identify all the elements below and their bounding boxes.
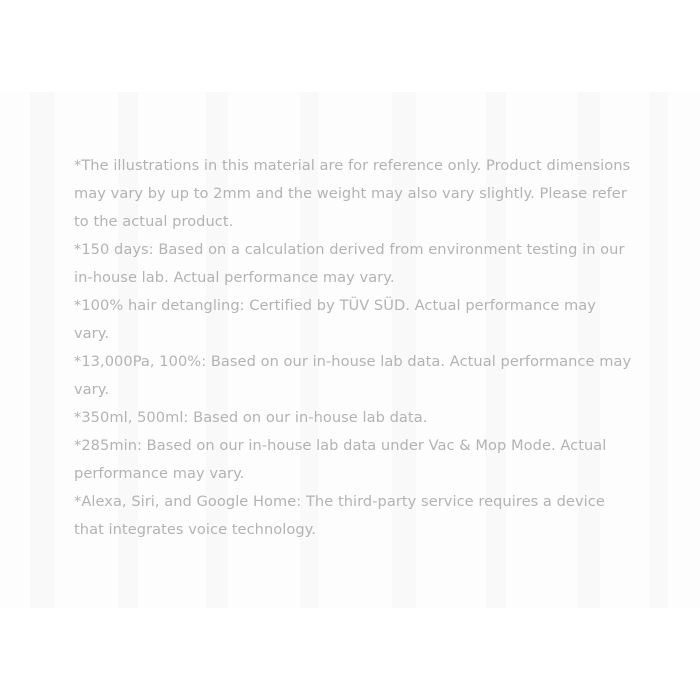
disclaimer-note-suction-power: *13,000Pa, 100%: Based on our in-house lab data. Actual performance may vary. — [74, 353, 632, 398]
background-stripe — [30, 92, 54, 608]
disclaimer-note-voice-assistants: *Alexa, Siri, and Google Home: The third-party service requires a device that integrates voice technology. — [74, 493, 605, 538]
disclaimer-note-tank-capacity: *350ml, 500ml: Based on our in-house lab data. — [74, 409, 428, 426]
disclaimer-note-150-days: *150 days: Based on a calculation derived from environment testing in our in-house lab. Actual performance may vary. — [74, 241, 625, 286]
background-stripe — [650, 92, 668, 608]
disclaimer-note-runtime: *285min: Based on our in-house lab data under Vac & Mop Mode. Actual performance may vary. — [74, 437, 607, 482]
disclaimer-notes — [74, 152, 634, 544]
disclaimer-note-hair-detangling: *100% hair detangling: Certified by TÜV SÜD. Actual performance may vary. — [74, 297, 596, 342]
disclaimer-note-illustrations: *The illustrations in this material are for reference only. Product dimensions may vary by up to 2mm and the weight may also vary slightly. Please refer to the actual product. — [74, 157, 631, 230]
